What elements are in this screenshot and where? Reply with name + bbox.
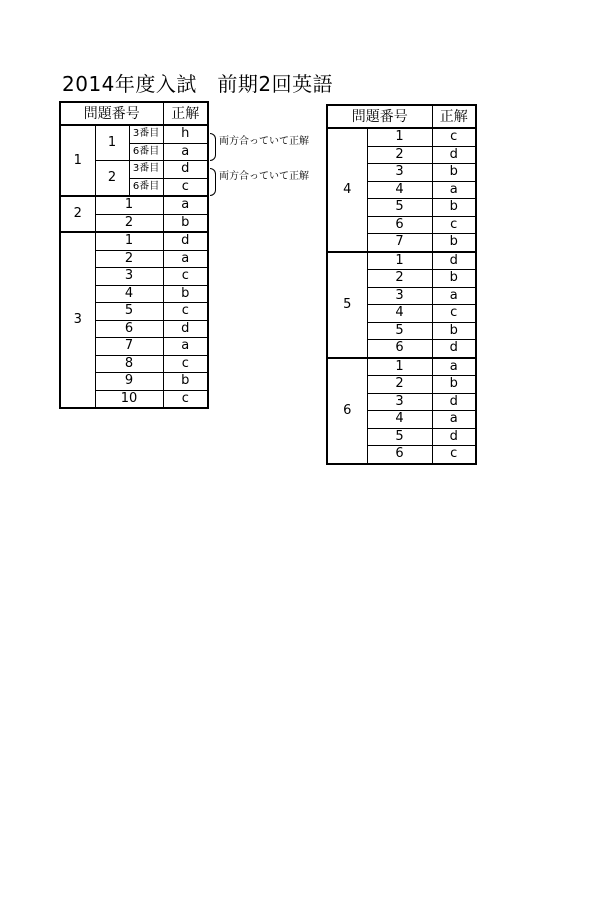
question-number: 1 (95, 232, 163, 250)
question-number: 3 (367, 164, 432, 182)
header-answer: 正解 (432, 105, 476, 128)
section-number: 3 (60, 232, 95, 408)
note-item (210, 167, 309, 182)
answer-cell: b (163, 373, 208, 391)
question-number: 3 (367, 393, 432, 411)
section-number: 6 (327, 358, 367, 464)
question-number: 4 (95, 285, 163, 303)
answer-cell: b (432, 234, 476, 252)
answer-cell: c (432, 305, 476, 323)
question-number: 1 (95, 196, 163, 214)
answer-cell: d (432, 340, 476, 358)
question-number: 10 (95, 390, 163, 408)
question-number: 4 (367, 181, 432, 199)
answer-cell: a (163, 338, 208, 356)
answer-cell: d (432, 252, 476, 270)
answer-cell: d (163, 232, 208, 250)
brace-icon (210, 133, 216, 161)
question-number: 5 (367, 428, 432, 446)
answer-cell: c (163, 178, 208, 196)
answer-cell: a (432, 287, 476, 305)
answer-table-right (326, 104, 477, 465)
answer-cell: a (432, 411, 476, 429)
section-number: 2 (60, 196, 95, 232)
question-number: 8 (95, 355, 163, 373)
section-number: 5 (327, 252, 367, 358)
question-number: 3 (95, 268, 163, 286)
answer-cell: a (432, 181, 476, 199)
answer-table-left (59, 101, 209, 409)
answer-cell: h (163, 125, 208, 143)
answer-cell: d (432, 146, 476, 164)
answer-cell: c (163, 390, 208, 408)
question-number: 2 (367, 376, 432, 394)
answer-cell: a (163, 250, 208, 268)
section-number: 1 (60, 125, 95, 196)
question-number: 7 (367, 234, 432, 252)
question-number: 5 (367, 199, 432, 217)
answer-cell: c (163, 355, 208, 373)
answer-cell: c (432, 446, 476, 464)
question-number: 9 (95, 373, 163, 391)
header-question-no: 問題番号 (327, 105, 432, 128)
answer-cell: d (432, 393, 476, 411)
question-number: 4 (367, 411, 432, 429)
question-number: 5 (95, 303, 163, 321)
answer-cell: a (163, 196, 208, 214)
sub-question-number: 2 (95, 161, 129, 197)
answer-cell: b (432, 199, 476, 217)
note-item (210, 132, 309, 147)
question-number: 2 (95, 214, 163, 232)
question-number: 2 (367, 270, 432, 288)
question-number: 1 (367, 252, 432, 270)
answer-cell: b (432, 322, 476, 340)
part-label: 6番目 (129, 143, 163, 161)
note-text: 両方合っていて正解 (219, 136, 309, 147)
answer-cell: b (432, 376, 476, 394)
header-question-no: 問題番号 (60, 102, 163, 125)
answer-cell: c (432, 128, 476, 146)
part-label: 3番目 (129, 161, 163, 179)
question-number: 6 (367, 216, 432, 234)
answer-cell: d (163, 320, 208, 338)
brace-icon (210, 168, 216, 196)
question-number: 5 (367, 322, 432, 340)
question-number: 6 (367, 446, 432, 464)
page-title: 2014年度入試 前期2回英語 (62, 72, 334, 96)
section-number: 4 (327, 128, 367, 252)
question-number: 2 (367, 146, 432, 164)
answer-cell: d (163, 161, 208, 179)
note-text: 両方合っていて正解 (219, 171, 309, 182)
answer-cell: b (432, 164, 476, 182)
answer-cell: b (163, 214, 208, 232)
part-label: 3番目 (129, 125, 163, 143)
question-number: 6 (95, 320, 163, 338)
header-answer: 正解 (163, 102, 208, 125)
answer-cell: c (163, 303, 208, 321)
answer-cell: c (163, 268, 208, 286)
answer-cell: b (163, 285, 208, 303)
question-number: 3 (367, 287, 432, 305)
answer-cell: a (163, 143, 208, 161)
sub-question-number: 1 (95, 125, 129, 161)
question-number: 2 (95, 250, 163, 268)
part-label: 6番目 (129, 178, 163, 196)
question-number: 7 (95, 338, 163, 356)
question-number: 4 (367, 305, 432, 323)
answer-cell: c (432, 216, 476, 234)
answer-cell: a (432, 358, 476, 376)
question-number: 1 (367, 358, 432, 376)
answer-cell: b (432, 270, 476, 288)
answer-cell: d (432, 428, 476, 446)
question-number: 6 (367, 340, 432, 358)
question-number: 1 (367, 128, 432, 146)
